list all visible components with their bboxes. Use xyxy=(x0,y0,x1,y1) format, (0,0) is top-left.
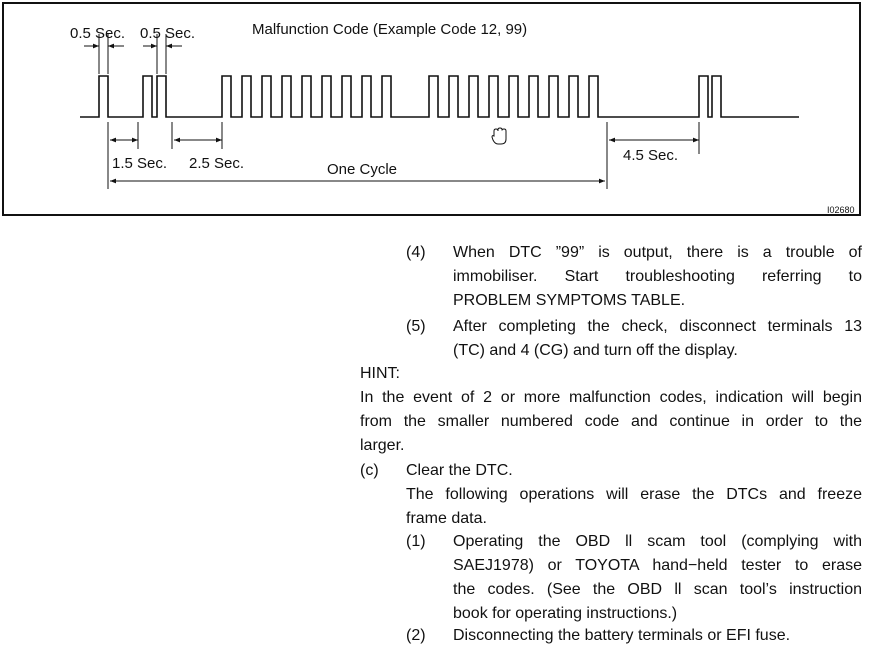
diagram-title: Malfunction Code (Example Code 12, 99) xyxy=(252,21,528,38)
hint-text-line: In the event of 2 or more malfunction codes, indication will begin xyxy=(360,389,862,406)
label-0-5-sec-2: 0.5 Sec. xyxy=(140,25,196,42)
label-4-5-sec: 4.5 Sec. xyxy=(623,147,679,164)
hint-label: HINT: xyxy=(360,365,400,382)
item-text-line: Disconnecting the battery terminals or EFI fuse. xyxy=(453,627,791,644)
item-text-line: After completing the check, disconnect terminals 13 xyxy=(453,318,862,335)
item-text-line: frame data. xyxy=(406,510,487,527)
label-0-5-sec-1: 0.5 Sec. xyxy=(70,25,126,42)
item-number: (4) xyxy=(406,244,426,261)
item-number: (c) xyxy=(360,462,379,479)
item-text-line: The following operations will erase the DTCs and freeze xyxy=(406,486,862,503)
hand-cursor-icon xyxy=(492,128,506,144)
item-text-line: (TC) and 4 (CG) and turn off the display. xyxy=(453,342,738,359)
label-2-5-sec: 2.5 Sec. xyxy=(189,155,245,172)
hint-text-line: larger. xyxy=(360,437,405,454)
item-text-line: immobiliser. Start troubleshooting referring to xyxy=(453,268,862,285)
item-text-line: PROBLEM SYMPTOMS TABLE. xyxy=(453,292,686,309)
waveform-figure xyxy=(2,2,861,216)
item-text-line: When DTC ”99” is output, there is a trouble of xyxy=(453,244,862,261)
item-number: (2) xyxy=(406,627,426,644)
item-text-line: the codes. (See the OBD ll scan tool’s instruction xyxy=(453,581,862,598)
figure-id: I02680 xyxy=(827,205,855,215)
item-title: Clear the DTC. xyxy=(406,462,513,479)
item-text-line: book for operating instructions.) xyxy=(453,605,678,622)
item-number: (1) xyxy=(406,533,426,550)
item-text-line: Operating the OBD ll scam tool (complying with xyxy=(453,533,862,550)
hint-text-line: from the smaller numbered code and continue in order to the xyxy=(360,413,862,430)
label-one-cycle: One Cycle xyxy=(327,161,398,178)
signal-waveform xyxy=(80,76,799,117)
label-1-5-sec: 1.5 Sec. xyxy=(112,155,168,172)
item-text-line: SAEJ1978) or TOYOTA hand−held tester to erase xyxy=(453,557,862,574)
item-number: (5) xyxy=(406,318,426,335)
